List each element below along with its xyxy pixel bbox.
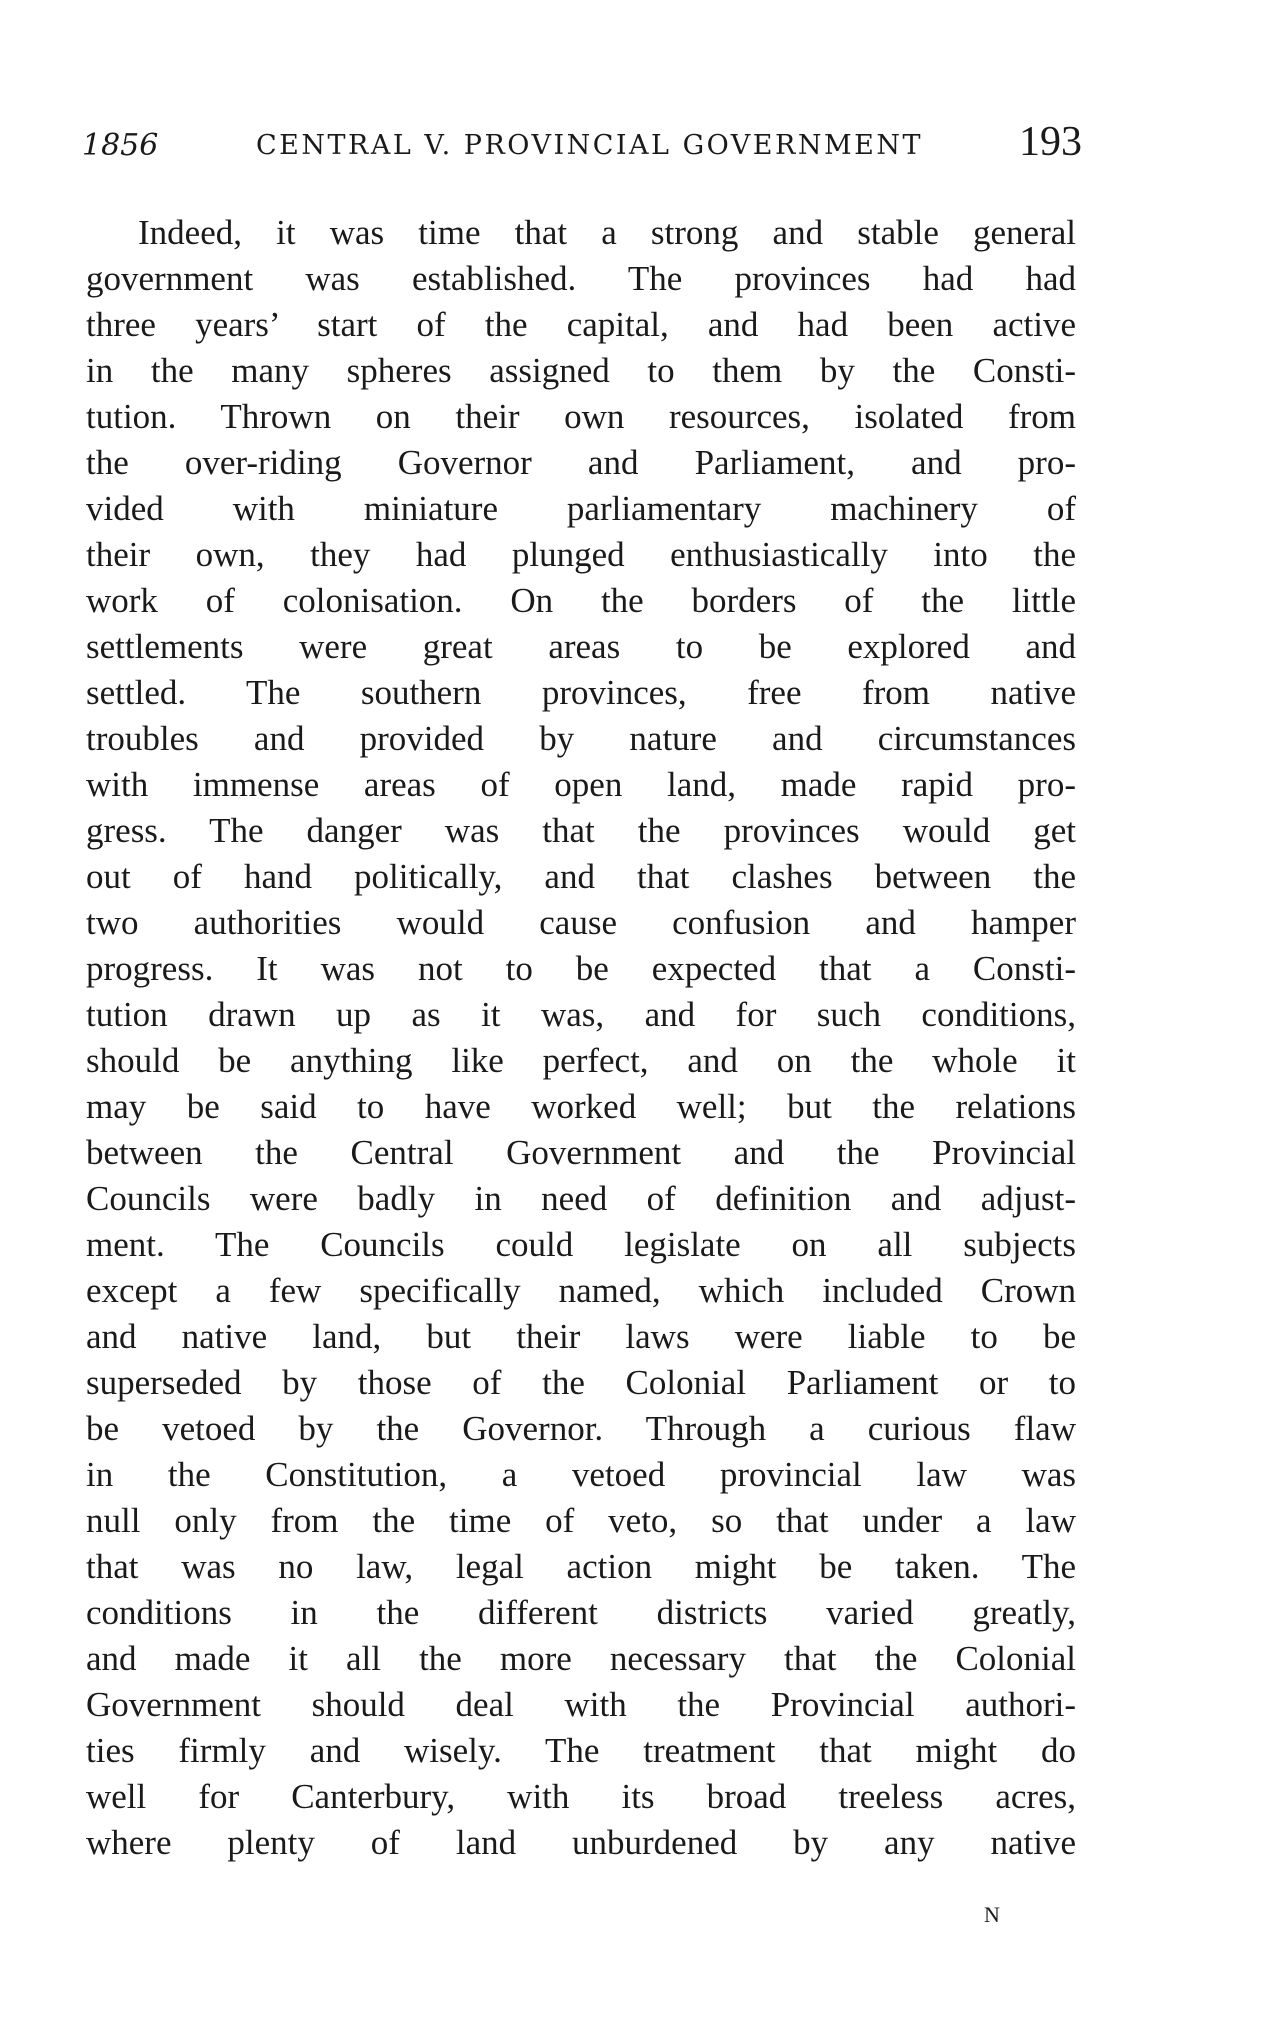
text-line: Government should deal with the Provincial authori- (86, 1685, 1076, 1724)
text-line: their own, they had plunged enthusiastically into the (86, 535, 1076, 574)
text-line: work of colonisation. On the borders of the little (86, 581, 1076, 620)
running-title: CENTRAL V. PROVINCIAL GOVERNMENT (256, 130, 923, 161)
text-line: ment. The Councils could legislate on all subjects (86, 1225, 1076, 1264)
page-number: 193 (1019, 119, 1082, 165)
text-line: be vetoed by the Governor. Through a curious flaw (86, 1409, 1076, 1448)
text-line: with immense areas of open land, made rapid pro- (86, 765, 1076, 804)
text-line: ties firmly and wisely. The treatment that might do (86, 1731, 1076, 1770)
text-line: out of hand politically, and that clashes between the (86, 857, 1076, 896)
text-line: in the Constitution, a vetoed provincial law was (86, 1455, 1076, 1494)
text-line: progress. It was not to be expected that a Consti- (86, 949, 1076, 988)
body-paragraph (86, 210, 1076, 1866)
text-line: Councils were badly in need of definition and adjust- (86, 1179, 1076, 1218)
running-header (82, 118, 1082, 178)
text-line: well for Canterbury, with its broad treeless acres, (86, 1777, 1076, 1816)
text-line: and made it all the more necessary that the Colonial (86, 1639, 1076, 1678)
signature-mark: N (984, 1902, 1000, 1927)
text-line: null only from the time of veto, so that under a law (86, 1501, 1076, 1540)
text-line: government was established. The provinces had had (86, 259, 1076, 298)
text-line: conditions in the different districts varied greatly, (86, 1593, 1076, 1632)
text-line: the over-riding Governor and Parliament, and pro- (86, 443, 1076, 482)
header-year: 1856 (82, 128, 159, 163)
text-line: settled. The southern provinces, free from native (86, 673, 1076, 712)
text-line: between the Central Government and the Provincial (86, 1133, 1076, 1172)
text-line: tution. Thrown on their own resources, isolated from (86, 397, 1076, 436)
text-line: should be anything like perfect, and on the whole it (86, 1041, 1076, 1080)
text-line: and native land, but their laws were liable to be (86, 1317, 1076, 1356)
text-line: superseded by those of the Colonial Parliament or to (86, 1363, 1076, 1402)
text-line: gress. The danger was that the provinces would get (86, 811, 1076, 850)
text-line: where plenty of land unburdened by any native (86, 1823, 1076, 1862)
text-line: vided with miniature parliamentary machinery of (86, 489, 1076, 528)
text-line: three years’ start of the capital, and had been active (86, 305, 1076, 344)
text-line: two authorities would cause confusion and hamper (86, 903, 1076, 942)
text-line: Indeed, it was time that a strong and stable general (138, 213, 1076, 252)
text-line: settlements were great areas to be explored and (86, 627, 1076, 666)
text-line: tution drawn up as it was, and for such conditions, (86, 995, 1076, 1034)
text-line: in the many spheres assigned to them by the Consti- (86, 351, 1076, 390)
text-line: may be said to have worked well; but the relations (86, 1087, 1076, 1126)
text-line: troubles and provided by nature and circumstances (86, 719, 1076, 758)
text-line: except a few specifically named, which included Crown (86, 1271, 1076, 1310)
text-line: that was no law, legal action might be taken. The (86, 1547, 1076, 1586)
